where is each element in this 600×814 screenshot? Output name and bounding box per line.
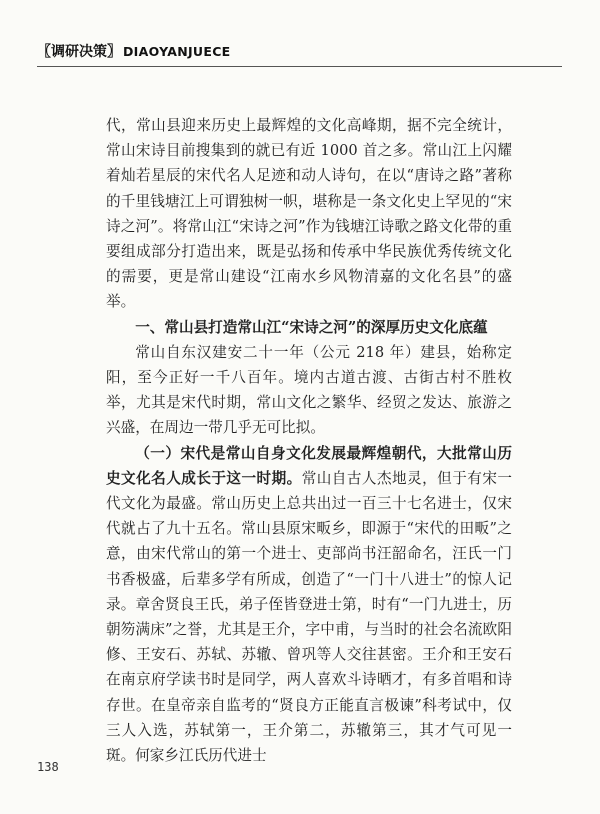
paragraph-3-text: 常山自古人杰地灵，但于有宋一代文化为最盛。常山历史上总共出过一百三十七名进士，仅宋代就占了九十五名。常山县原宋畈乡，即源于“宋代的田畈”之意，由宋代常山的第一个进士、吏部尚书汪韶命名，汪氏一门书香极盛，后辈多学有所成，创造了“一门十八进士”的惊人记录。章舍贤良王氏，弟子侄皆登进士第，时有“一门九进士，历朝笏满床”之誉，尤其是王介，字中甫，与当时的社会名流欧阳修、王安石、苏轼、苏辙、曾巩等人交往甚密。王介和王安石在南京府学读书时是同学，两人喜欢斗诗晒才，有多首唱和诗存世。在皇帝亲自监考的“贤良方正能直言极谏”科考试中，仅三人入选，苏轼第一，王介第二，苏辙第三，其才气可见一斑。何家乡江氏历代进士: [106, 469, 512, 765]
section-heading-1: 一、常山县打造常山江“宋诗之河”的深厚历史文化底蕴: [135, 318, 488, 336]
header-title-latin: DIAOYANJUECE: [123, 44, 231, 59]
page-number: 138: [37, 760, 59, 774]
paragraph-3: [106, 441, 512, 769]
header-rule: [37, 66, 562, 67]
paragraph-2: 常山自东汉建安二十一年（公元 218 年）建县，始称定阳，至今正好一千八百年。境内古道古渡、古街古村不胜枚举，尤其是宋代时期，常山文化之繁华、经贸之发达、旅游之兴盛，在周边一带几乎无可比拟。: [106, 343, 512, 437]
article-body: [106, 113, 512, 768]
running-header: [37, 41, 231, 61]
paragraph-1: 代，常山县迎来历史上最辉煌的文化高峰期，据不完全统计，常山宋诗目前搜集到的就已有近 1000 首之多。常山江上闪耀着灿若星辰的宋代名人足迹和动人诗句，在以“唐诗之路”著称的千里钱塘江上可谓独树一帜，堪称是一条文化史上罕见的“宋诗之河”。将常山江“宋诗之河”作为钱塘江诗歌之路文化带的重要组成部分打造出来，既是弘扬和传承中华民族优秀传统文化的需要，更是常山建设“江南水乡风物清嘉的文化名县”的盛举。: [106, 117, 512, 311]
header-title-cn: 〖调研决策〗: [37, 44, 121, 60]
paragraph-3-lead: （一）宋代是常山自身文化发展最辉煌朝代，大批常山历史文化名人成长于这一时期。: [106, 444, 512, 487]
